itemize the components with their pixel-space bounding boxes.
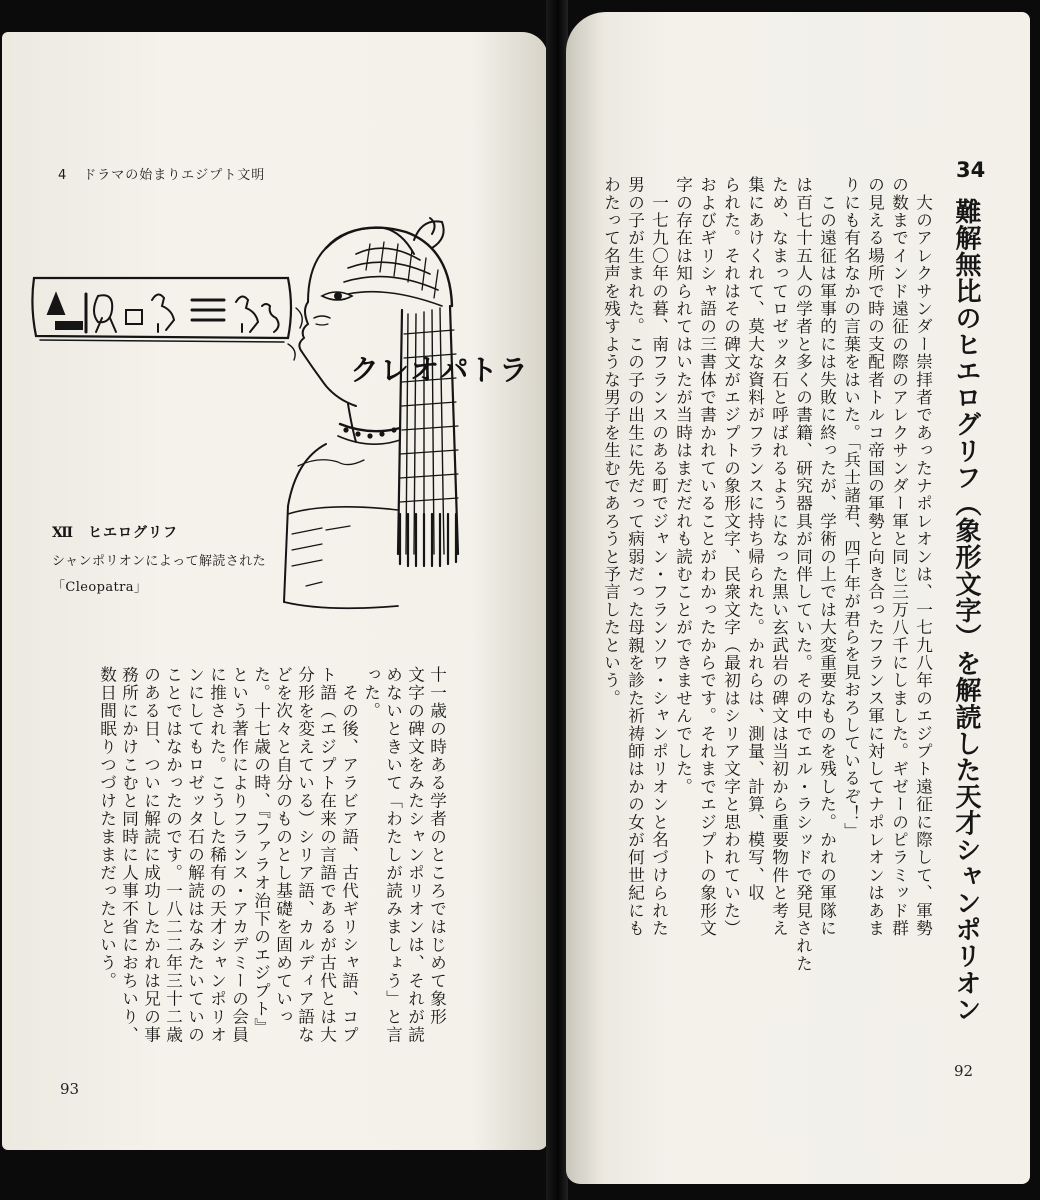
body-column: その後、アラビア語、古代ギリシャ語、コプ	[339, 666, 359, 1044]
body-column: 集にあけくれて、莫大な資料がフランスに持ち帰られた。かれらは、測量、計算、模写、収	[745, 176, 765, 902]
figure-note: 「Cleopatra」	[52, 580, 148, 595]
page-number: 92	[954, 1062, 974, 1080]
body-column: 一七九〇年の暮、南フランスのある町でジャン・フランソワ・シャンポリオンと名づけられた	[649, 176, 669, 938]
hieroglyph-cartouche	[32, 278, 291, 342]
running-head-title: ドラマの始まりエジプト文明	[83, 168, 266, 183]
body-column: という著作によりフランス・アカデミーの会員	[229, 666, 249, 1044]
body-column: どを次々と自分のものとし基礎を固めていっ	[273, 666, 293, 1026]
body-column: わたって名声を残すような男子を生むであろうと予言したという。	[601, 176, 621, 707]
figure-caption: シャンポリオンによって解読された	[52, 554, 267, 569]
running-head	[58, 164, 265, 183]
body-column: ことではなかったのです。一八二二年三十二歳	[163, 666, 183, 1044]
body-column: られた。それはその碑文がエジプトの象形文字、民衆文字（最初はシリア文字と思われていた）	[721, 176, 741, 938]
figure-title: ヒエログリフ	[88, 525, 179, 541]
body-column: のある日、ついに解読に成功したかれは兄の事	[141, 666, 161, 1044]
body-column: りにも有名なかの言葉をはいた。「兵士諸君、四千年が君らを見おろしているぞ！」	[841, 176, 861, 841]
body-column: 男の子が生まれた。この子の出生に先だって病弱だった母親を診た祈祷師はかの女が何世紀にも	[625, 176, 645, 938]
body-column: ト語（エジプト在来の言語であるが古代とは大	[317, 666, 337, 1044]
body-column: ため、なまってロゼッタ石と呼ばれるようになった黒い玄武岩の碑文は当初から重要物件と考え	[769, 176, 789, 938]
body-column: 数日間眠りつづけたままだったという。	[97, 666, 117, 990]
right-page	[566, 12, 1030, 1184]
cleopatra-figure	[284, 218, 458, 608]
cartouche-label: クレオパトラ	[350, 353, 529, 387]
book-spine	[546, 0, 568, 1200]
body-column: この遠征は軍事的には失敗に終ったが、学術の上では大変重要なものを残した。かれの軍隊に	[817, 176, 837, 938]
body-column: 字の存在は知られてはいたが当時はまだだれも読むことができませんでした。	[673, 176, 693, 796]
body-column: た。十七歳の時、『ファラオ治下のエジプト』	[251, 666, 271, 1036]
body-column: は百七十五人の学者と多くの書籍、研究器具が同伴していた。その中でエル・ラシッドで発見された	[793, 176, 813, 973]
body-column: ンにしてもロゼッタ石の解読はなみたいていの	[185, 666, 205, 1044]
left-page	[2, 32, 548, 1150]
figure-number: Ⅻ	[52, 525, 75, 541]
body-column: に推された。こうした稀有の天才シャンポリオ	[207, 666, 227, 1044]
chapter-number: 34	[956, 158, 986, 182]
body-column: 分形を変えている）シリア語、カルディア語な	[295, 666, 315, 1044]
page-number: 93	[60, 1080, 80, 1098]
body-column: 務所にかけこむと同時に人事不省におちいり、	[119, 666, 139, 1044]
body-column: の数までインド遠征の際のアレクサンダー軍と同じ三万八千にしました。ギゼーのピラミッド群	[889, 176, 909, 938]
body-column: めないときいて「わたしが読みましょう」と言	[383, 666, 403, 1044]
body-column: 大のアレクサンダー崇拝者であったナポレオンは、一七九八年のエジプト遠征に際して、軍勢	[913, 176, 933, 938]
body-column: った。	[361, 666, 381, 720]
body-column: 文字の碑文をみたシャンポリオンは、それが読	[405, 666, 425, 1044]
figure-heading	[52, 522, 178, 542]
body-column: の見える場所で時の支配者トルコ帝国の軍勢と向き合ったフランス軍に対してナポレオンはあま	[865, 176, 885, 938]
body-column: およびギリシャ語の三書体で書かれていることがわかったからです。それまでエジプトの象形文	[697, 176, 717, 938]
running-head-number: 4	[58, 168, 68, 183]
body-column: 十一歳の時ある学者のところではじめて象形	[427, 666, 447, 1026]
chapter-title: 難解無比のヒエログリフ（象形文字）を解読した天才シャンポリオン	[951, 198, 981, 1023]
